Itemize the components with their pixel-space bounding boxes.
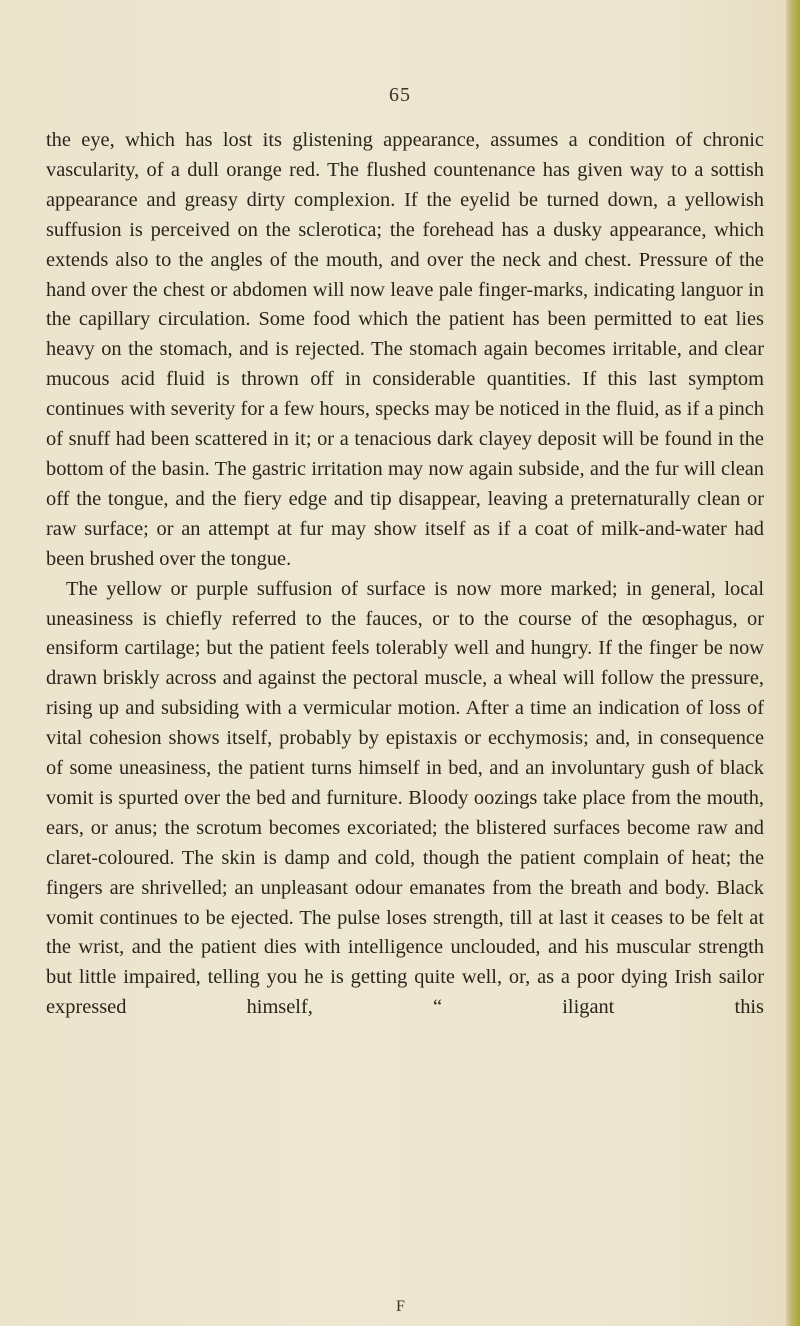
paragraph-yellow-suffusion: The yellow or purple suffusion of surface is now more marked; in general, local uneasiness is chiefly referred to the fauces, or to the course of the œsophagus, or ensiform cartilage; but the patient feels tolerably well and hungry. If the finger be now drawn briskly across and against the pectoral muscle, a wheal will follow the pressure, rising up and subsiding with a vermicular motion. After a time an indication of loss of vital cohesion shows itself, probably by epistaxis or ecchymosis; and, in consequence of some uneasiness, the patient turns himself in bed, and an involuntary gush of black vomit is spurted over the bed and furniture. Bloody oozings take place from the mouth, ears, or anus; the scrotum becomes excoriated; the blistered surfaces become raw and claret-coloured. The skin is damp and cold, though the patient complain of heat; the fingers are shrivelled; an unpleasant odour emanates from the breath and body. Black vomit continues to be ejected. The pulse loses strength, till at last it ceases to be felt at the wrist, and the patient dies with intelligence unclouded, and his muscular strength but little impaired, telling you he is getting quite well, or, as a poor dying Irish sailor expressed himself, “ iligant this (46, 577, 764, 1019)
paragraph-continued: the eye, which has lost its glistening appearance, assumes a condition of chronic vascularity, of a dull orange red. The flushed countenance has given way to a sottish appearance and greasy dirty complexion. If the eyelid be turned down, a yellowish suffusion is perceived on the sclerotica; the forehead has a dusky appearance, which extends also to the angles of the mouth, and over the neck and chest. Pressure of the hand over the chest or abdomen will now leave pale finger-marks, indicating languor in the capillary circulation. Some food which the patient has been permitted to eat lies heavy on the stomach, and is rejected. The stomach again becomes irritable, and clear mucous acid fluid is thrown off in considerable quantities. If this last symptom continues with severity for a few hours, specks may be noticed in the fluid, as if a pinch of snuff had been scattered in it; or a tenacious dark clayey deposit will be found in the bottom of the basin. The gastric irritation may now again subside, and the fur will clean off the tongue, and the fiery edge and tip disappear, leaving a preternaturally clean or raw surface; or an attempt at fur may show itself as if a coat of milk-and-water had been brushed over the tongue. (46, 129, 764, 570)
signature-mark: F (396, 1298, 405, 1315)
page-binding-edge (786, 0, 800, 1326)
body-text (46, 126, 764, 1023)
page-number: 65 (389, 84, 411, 106)
